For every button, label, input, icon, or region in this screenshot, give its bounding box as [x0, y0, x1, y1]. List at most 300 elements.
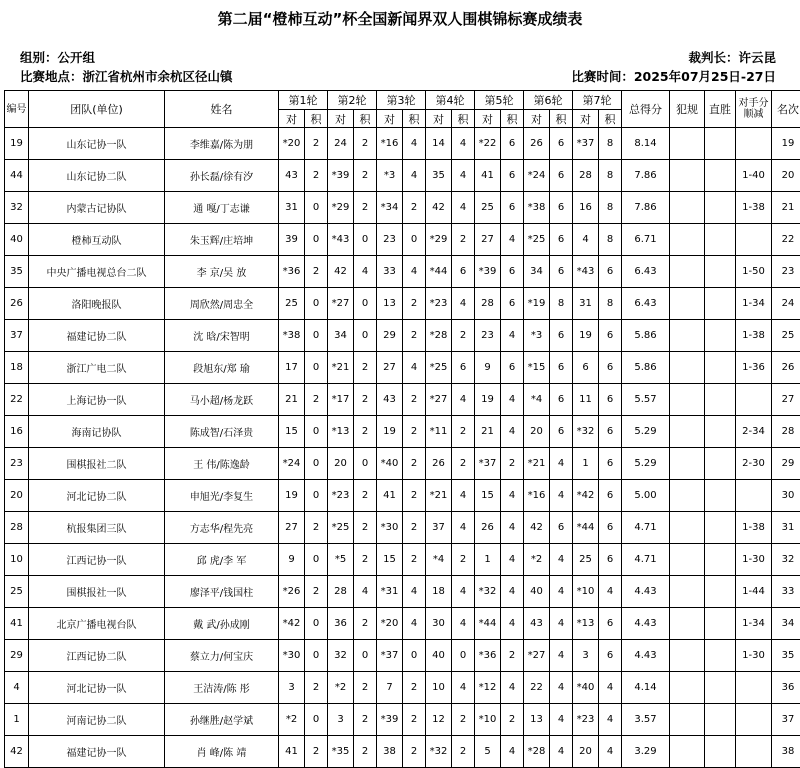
cell-points: 6 [501, 352, 524, 384]
cell-opponent: *36 [475, 640, 501, 672]
cell-points: 4 [550, 544, 573, 576]
cell-points: 4 [550, 448, 573, 480]
cell-points: 6 [599, 384, 622, 416]
cell-opponent: *42 [279, 608, 305, 640]
cell-opponent: *32 [475, 576, 501, 608]
cell-points: 0 [305, 480, 328, 512]
cell-opponent: 35 [426, 160, 452, 192]
cell-opponent: 7 [377, 672, 403, 704]
cell-opponent: *25 [524, 224, 550, 256]
cell-opponent: *2 [328, 672, 354, 704]
cell-rank: 34 [772, 608, 800, 640]
cell-opponent: *40 [377, 448, 403, 480]
cell-opponent: 43 [524, 608, 550, 640]
cell-opponent: *34 [377, 192, 403, 224]
cell-points: 6 [599, 320, 622, 352]
cell-opponent: 41 [475, 160, 501, 192]
cell-opponent: 21 [475, 416, 501, 448]
cell-opponent: *29 [426, 224, 452, 256]
table-row [5, 128, 800, 160]
table-row [5, 704, 800, 736]
cell-points: 4 [501, 736, 524, 768]
cell-name: 朱玉辉/庄培坤 [165, 224, 279, 256]
cell-name: 李维嘉/陈为朋 [165, 128, 279, 160]
cell-opponent: 24 [328, 128, 354, 160]
cell-rank: 37 [772, 704, 800, 736]
cell-points: 2 [354, 512, 377, 544]
cell-opponent: 25 [279, 288, 305, 320]
cell-opponent: *32 [573, 416, 599, 448]
header-opp: 对 [475, 110, 501, 128]
cell-points: 4 [403, 608, 426, 640]
cell-points: 6 [599, 448, 622, 480]
cell-points: 8 [599, 128, 622, 160]
cell-no: 16 [5, 416, 29, 448]
cell-points: 6 [550, 384, 573, 416]
cell-opponent: 5 [475, 736, 501, 768]
cell-points: 2 [403, 672, 426, 704]
cell-opponent: *44 [426, 256, 452, 288]
cell-opponent: *20 [377, 608, 403, 640]
cell-points: 4 [501, 416, 524, 448]
cell-opponent: 37 [426, 512, 452, 544]
cell-direct [705, 544, 736, 576]
cell-tiebreak: 1-40 [736, 160, 772, 192]
cell-opponent: 22 [524, 672, 550, 704]
cell-points: 2 [354, 544, 377, 576]
cell-opponent: *24 [524, 160, 550, 192]
cell-points: 0 [305, 544, 328, 576]
cell-points: 4 [599, 736, 622, 768]
cell-opponent: 27 [377, 352, 403, 384]
cell-opponent: *31 [377, 576, 403, 608]
cell-foul [670, 512, 705, 544]
cell-points: 4 [452, 128, 475, 160]
cell-points: 0 [305, 416, 328, 448]
cell-points: 4 [403, 128, 426, 160]
cell-opponent: 27 [475, 224, 501, 256]
header-opp: 对 [377, 110, 403, 128]
cell-points: 6 [452, 352, 475, 384]
cell-name: 肖 峰/陈 靖 [165, 736, 279, 768]
cell-points: 0 [305, 224, 328, 256]
cell-points: 0 [305, 320, 328, 352]
cell-opponent: *37 [475, 448, 501, 480]
cell-points: 2 [501, 704, 524, 736]
cell-opponent: 28 [475, 288, 501, 320]
cell-opponent: 14 [426, 128, 452, 160]
cell-points: 4 [501, 608, 524, 640]
cell-foul [670, 416, 705, 448]
cell-opponent: 18 [426, 576, 452, 608]
cell-opponent: *39 [328, 160, 354, 192]
cell-total: 4.14 [622, 672, 670, 704]
cell-points: 2 [354, 416, 377, 448]
cell-opponent: 20 [524, 416, 550, 448]
table-row [5, 576, 800, 608]
cell-points: 4 [403, 352, 426, 384]
cell-opponent: 41 [279, 736, 305, 768]
cell-points: 6 [550, 416, 573, 448]
cell-name: 方志华/程先亮 [165, 512, 279, 544]
cell-team: 北京广播电视台队 [29, 608, 165, 640]
cell-opponent: *43 [328, 224, 354, 256]
cell-opponent: 20 [573, 736, 599, 768]
cell-opponent: *26 [279, 576, 305, 608]
cell-direct [705, 736, 736, 768]
cell-no: 1 [5, 704, 29, 736]
cell-tiebreak: 1-44 [736, 576, 772, 608]
venue-label: 比赛地点：浙江省杭州市余杭区径山镇 [20, 67, 233, 85]
table-row [5, 640, 800, 672]
cell-opponent: *28 [524, 736, 550, 768]
cell-team: 橙柿互动队 [29, 224, 165, 256]
cell-points: 0 [305, 448, 328, 480]
cell-points: 6 [599, 480, 622, 512]
header-opp: 对 [426, 110, 452, 128]
cell-opponent: 17 [279, 352, 305, 384]
header-name: 姓名 [165, 91, 279, 128]
cell-opponent: 15 [475, 480, 501, 512]
cell-opponent: 42 [524, 512, 550, 544]
cell-foul [670, 480, 705, 512]
cell-points: 2 [501, 640, 524, 672]
cell-points: 2 [403, 192, 426, 224]
cell-opponent: *23 [573, 704, 599, 736]
table-row [5, 384, 800, 416]
cell-opponent: *2 [524, 544, 550, 576]
cell-opponent: 42 [328, 256, 354, 288]
cell-team: 杭报集团三队 [29, 512, 165, 544]
cell-total: 6.43 [622, 288, 670, 320]
cell-tiebreak [736, 736, 772, 768]
cell-opponent: 25 [573, 544, 599, 576]
cell-points: 4 [452, 288, 475, 320]
cell-direct [705, 384, 736, 416]
cell-points: 2 [452, 704, 475, 736]
cell-opponent: *44 [573, 512, 599, 544]
table-row [5, 672, 800, 704]
cell-direct [705, 288, 736, 320]
cell-points: 2 [354, 160, 377, 192]
cell-team: 河北记协一队 [29, 672, 165, 704]
cell-opponent: *13 [573, 608, 599, 640]
cell-rank: 26 [772, 352, 800, 384]
cell-opponent: 36 [328, 608, 354, 640]
cell-total: 5.86 [622, 352, 670, 384]
cell-points: 2 [403, 544, 426, 576]
cell-points: 4 [403, 160, 426, 192]
cell-points: 8 [599, 192, 622, 224]
header-opp: 对 [279, 110, 305, 128]
cell-points: 6 [599, 256, 622, 288]
cell-no: 29 [5, 640, 29, 672]
cell-points: 6 [501, 288, 524, 320]
cell-direct [705, 160, 736, 192]
cell-team: 洛阳晚报队 [29, 288, 165, 320]
cell-tiebreak: 1-38 [736, 512, 772, 544]
cell-opponent: 41 [377, 480, 403, 512]
cell-points: 0 [354, 288, 377, 320]
cell-team: 中央广播电视总台二队 [29, 256, 165, 288]
header-round-6: 第6轮 [524, 91, 573, 110]
cell-name: 周欣然/周忠全 [165, 288, 279, 320]
cell-opponent: 9 [475, 352, 501, 384]
cell-total: 7.86 [622, 192, 670, 224]
cell-tiebreak: 1-34 [736, 608, 772, 640]
cell-name: 段旭东/郑 瑜 [165, 352, 279, 384]
cell-direct [705, 576, 736, 608]
cell-points: 4 [550, 480, 573, 512]
cell-no: 22 [5, 384, 29, 416]
cell-points: 4 [550, 608, 573, 640]
cell-points: 4 [501, 544, 524, 576]
cell-foul [670, 576, 705, 608]
cell-opponent: 23 [377, 224, 403, 256]
cell-opponent: 30 [426, 608, 452, 640]
referee-label: 裁判长：许云昆 [688, 48, 776, 66]
cell-direct [705, 640, 736, 672]
cell-rank: 23 [772, 256, 800, 288]
cell-tiebreak: 2-30 [736, 448, 772, 480]
cell-opponent: *38 [279, 320, 305, 352]
cell-opponent: *17 [328, 384, 354, 416]
cell-points: 4 [501, 672, 524, 704]
cell-opponent: *28 [426, 320, 452, 352]
cell-no: 42 [5, 736, 29, 768]
table-row [5, 288, 800, 320]
cell-direct [705, 608, 736, 640]
cell-total: 5.57 [622, 384, 670, 416]
cell-opponent: *21 [426, 480, 452, 512]
cell-rank: 33 [772, 576, 800, 608]
cell-team: 福建记协二队 [29, 320, 165, 352]
cell-opponent: *4 [426, 544, 452, 576]
cell-no: 20 [5, 480, 29, 512]
cell-points: 6 [550, 192, 573, 224]
cell-points: 2 [452, 416, 475, 448]
cell-points: 2 [305, 736, 328, 768]
table-row [5, 512, 800, 544]
results-body [5, 128, 800, 768]
cell-opponent: 26 [524, 128, 550, 160]
cell-opponent: 28 [328, 576, 354, 608]
cell-opponent: 40 [426, 640, 452, 672]
header-round-5: 第5轮 [475, 91, 524, 110]
cell-team: 山东记协一队 [29, 128, 165, 160]
cell-total: 3.29 [622, 736, 670, 768]
cell-points: 0 [452, 640, 475, 672]
cell-tiebreak: 1-50 [736, 256, 772, 288]
cell-opponent: 1 [573, 448, 599, 480]
cell-opponent: *43 [573, 256, 599, 288]
table-row [5, 352, 800, 384]
cell-opponent: *23 [426, 288, 452, 320]
cell-points: 2 [305, 160, 328, 192]
cell-opponent: *24 [279, 448, 305, 480]
cell-no: 23 [5, 448, 29, 480]
cell-tiebreak [736, 224, 772, 256]
cell-opponent: *16 [377, 128, 403, 160]
cell-opponent: 40 [524, 576, 550, 608]
cell-points: 6 [599, 640, 622, 672]
cell-tiebreak [736, 704, 772, 736]
cell-points: 6 [599, 352, 622, 384]
cell-opponent: *25 [328, 512, 354, 544]
cell-rank: 35 [772, 640, 800, 672]
cell-total: 7.86 [622, 160, 670, 192]
header-pts: 积 [452, 110, 475, 128]
cell-opponent: *32 [426, 736, 452, 768]
cell-points: 4 [354, 576, 377, 608]
cell-opponent: *12 [475, 672, 501, 704]
cell-name: 申旭光/李复生 [165, 480, 279, 512]
cell-points: 2 [403, 288, 426, 320]
table-row [5, 192, 800, 224]
page-title: 第二届“橙柿互动”杯全国新闻界双人围棋锦标赛成绩表 [0, 8, 800, 29]
cell-name: 邱 虎/李 军 [165, 544, 279, 576]
cell-tiebreak: 1-34 [736, 288, 772, 320]
cell-opponent: 34 [524, 256, 550, 288]
cell-foul [670, 736, 705, 768]
cell-total: 4.71 [622, 544, 670, 576]
cell-name: 李 京/吴 放 [165, 256, 279, 288]
cell-rank: 20 [772, 160, 800, 192]
header-pts: 积 [501, 110, 524, 128]
cell-opponent: 20 [328, 448, 354, 480]
cell-points: 6 [599, 512, 622, 544]
table-row [5, 224, 800, 256]
cell-points: 8 [599, 288, 622, 320]
cell-points: 8 [550, 288, 573, 320]
cell-opponent: 29 [377, 320, 403, 352]
cell-opponent: *15 [524, 352, 550, 384]
cell-points: 6 [550, 320, 573, 352]
cell-points: 2 [452, 320, 475, 352]
cell-points: 2 [452, 224, 475, 256]
table-row [5, 608, 800, 640]
cell-opponent: 43 [279, 160, 305, 192]
cell-points: 2 [354, 480, 377, 512]
cell-direct [705, 448, 736, 480]
header-pts: 积 [354, 110, 377, 128]
cell-opponent: *27 [328, 288, 354, 320]
cell-team: 福建记协一队 [29, 736, 165, 768]
cell-points: 4 [452, 384, 475, 416]
table-row [5, 480, 800, 512]
cell-points: 6 [550, 256, 573, 288]
cell-opponent: 42 [426, 192, 452, 224]
cell-points: 2 [452, 448, 475, 480]
cell-points: 2 [403, 736, 426, 768]
cell-foul [670, 704, 705, 736]
cell-opponent: 3 [573, 640, 599, 672]
cell-opponent: *23 [328, 480, 354, 512]
cell-points: 6 [452, 256, 475, 288]
cell-points: 4 [550, 576, 573, 608]
cell-opponent: *5 [328, 544, 354, 576]
cell-total: 8.14 [622, 128, 670, 160]
cell-opponent: 19 [573, 320, 599, 352]
cell-points: 0 [354, 224, 377, 256]
cell-foul [670, 544, 705, 576]
cell-team: 江西记协二队 [29, 640, 165, 672]
cell-name: 孙长磊/徐有汐 [165, 160, 279, 192]
cell-points: 6 [501, 128, 524, 160]
cell-points: 6 [599, 416, 622, 448]
header-total: 总得分 [622, 91, 670, 128]
cell-opponent: *30 [377, 512, 403, 544]
cell-opponent: 28 [573, 160, 599, 192]
cell-tiebreak [736, 384, 772, 416]
cell-opponent: 38 [377, 736, 403, 768]
cell-opponent: *3 [377, 160, 403, 192]
cell-points: 6 [599, 608, 622, 640]
cell-total: 3.57 [622, 704, 670, 736]
cell-points: 2 [305, 128, 328, 160]
cell-opponent: 26 [475, 512, 501, 544]
cell-points: 8 [599, 160, 622, 192]
cell-points: 6 [550, 224, 573, 256]
cell-name: 王 伟/陈逸龄 [165, 448, 279, 480]
cell-name: 王洁涛/陈 彤 [165, 672, 279, 704]
cell-opponent: 4 [573, 224, 599, 256]
cell-points: 4 [452, 672, 475, 704]
cell-foul [670, 224, 705, 256]
cell-points: 4 [501, 320, 524, 352]
cell-opponent: *22 [475, 128, 501, 160]
header-team: 团队(单位) [29, 91, 165, 128]
cell-points: 2 [452, 736, 475, 768]
cell-direct [705, 352, 736, 384]
cell-team: 浙江广电二队 [29, 352, 165, 384]
cell-points: 2 [305, 512, 328, 544]
header-direct: 直胜 [705, 91, 736, 128]
table-row [5, 416, 800, 448]
cell-no: 19 [5, 128, 29, 160]
cell-points: 0 [305, 352, 328, 384]
cell-points: 4 [452, 608, 475, 640]
cell-no: 40 [5, 224, 29, 256]
table-row [5, 448, 800, 480]
cell-tiebreak [736, 128, 772, 160]
cell-points: 2 [305, 576, 328, 608]
cell-opponent: 26 [426, 448, 452, 480]
cell-opponent: *21 [328, 352, 354, 384]
cell-points: 2 [305, 672, 328, 704]
table-row [5, 160, 800, 192]
cell-points: 2 [354, 384, 377, 416]
cell-points: 4 [550, 736, 573, 768]
table-row [5, 320, 800, 352]
cell-rank: 32 [772, 544, 800, 576]
cell-no: 25 [5, 576, 29, 608]
header-tiebreak: 对手分顺减 [736, 91, 772, 128]
cell-opponent: *10 [573, 576, 599, 608]
cell-opponent: 15 [377, 544, 403, 576]
cell-opponent: *37 [573, 128, 599, 160]
cell-direct [705, 224, 736, 256]
cell-opponent: 43 [377, 384, 403, 416]
cell-foul [670, 608, 705, 640]
cell-opponent: 27 [279, 512, 305, 544]
cell-opponent: *25 [426, 352, 452, 384]
cell-points: 4 [599, 672, 622, 704]
header-pts: 积 [403, 110, 426, 128]
cell-opponent: 39 [279, 224, 305, 256]
cell-opponent: *39 [377, 704, 403, 736]
cell-opponent: *2 [279, 704, 305, 736]
